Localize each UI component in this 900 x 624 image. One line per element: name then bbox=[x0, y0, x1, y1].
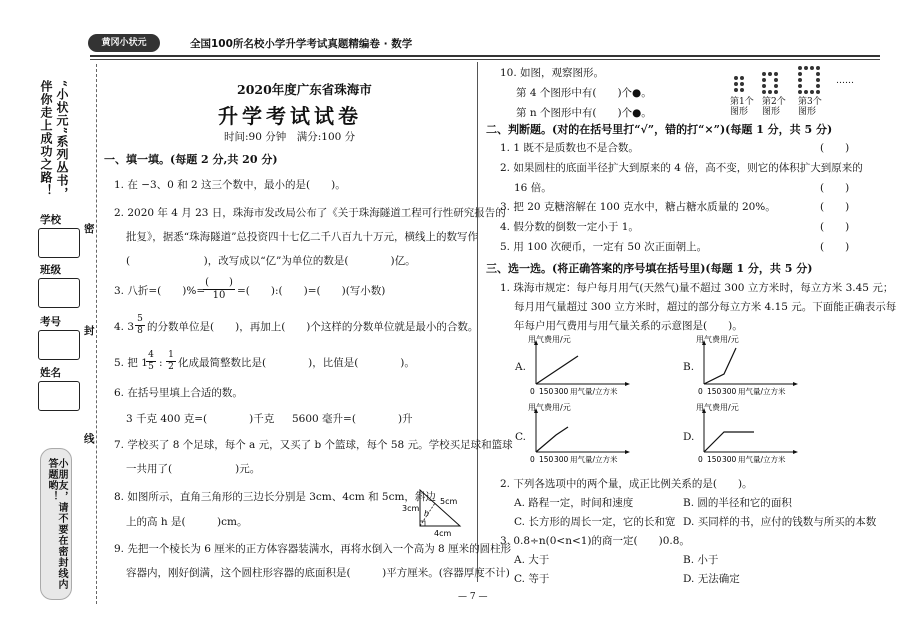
pattern-dot bbox=[762, 90, 766, 94]
q5-colon: : bbox=[159, 357, 163, 369]
q5-text-2: 化成最简整数比是( )，比值是( )。 bbox=[178, 357, 415, 369]
q2-text: 2. 2020 年 4 月 23 日，珠海市发改局公布了《关于珠海隧道工程可行性研究报告的 bbox=[114, 207, 506, 219]
pattern-dot bbox=[740, 88, 744, 92]
exam-title: 升学考试试卷 bbox=[218, 104, 362, 128]
graph-d-xlabel: 用气量/立方米 bbox=[738, 455, 786, 464]
fraction-denominator: 8 bbox=[135, 325, 145, 337]
graph-c-option: C. bbox=[515, 431, 526, 443]
pattern-dot bbox=[734, 76, 738, 80]
triangle-label-leg-b: 4cm bbox=[434, 529, 452, 538]
pattern-dot bbox=[804, 66, 808, 70]
s3-q1-line1: 1. 珠海市规定：每户每月用气(天然气)量不超过 300 立方米时，每立方米 3.45 元； bbox=[500, 282, 894, 294]
s2-q2: 2. 如果圆柱的底面半径扩大到原来的 4 倍，高不变，则它的体积扩大到原来的 bbox=[500, 162, 863, 174]
fraction-numerator: 5 bbox=[137, 314, 143, 324]
s3-q2-option-b: B. 圆的半径和它的面积 bbox=[683, 497, 792, 509]
graph-b-tick-0: 0 bbox=[698, 387, 703, 396]
graph-c bbox=[506, 402, 656, 468]
s2-q1: 1. 1 既不是质数也不是合数。 bbox=[500, 142, 639, 154]
s3-q3-option-b: B. 小于 bbox=[683, 554, 719, 566]
s2-q4: 4. 假分数的倒数一定小于 1。 bbox=[500, 221, 639, 233]
pattern-figure-3 bbox=[798, 66, 824, 96]
section3-heading: 三、选一选。(将正确答案的序号填在括号里)(每题 1 分，共 5 分) bbox=[486, 262, 813, 275]
s2-q2-paren: ( ) bbox=[820, 182, 850, 194]
graph-b-tick-300: 300 bbox=[722, 387, 737, 396]
page-number: — 7 — bbox=[458, 592, 488, 602]
q4-fraction bbox=[135, 314, 145, 337]
q10-line-2: 第 n 个图形中有( )个●。 bbox=[516, 107, 652, 119]
graph-d-ylabel: 用气费用/元 bbox=[696, 403, 739, 412]
s2-q5-paren: ( ) bbox=[820, 241, 850, 253]
pattern-label-3: 第3个图形 bbox=[798, 97, 822, 117]
s2-q3: 3. 把 20 克糖溶解在 100 克水中，糖占糖水质量的 20%。 bbox=[500, 201, 776, 213]
graph-d bbox=[674, 402, 824, 468]
s2-q3-paren: ( ) bbox=[820, 201, 850, 213]
q6-item-b: 5600 毫升=( )升 bbox=[292, 413, 413, 425]
section2-heading: 二、判断题。(对的在括号里打“√”，错的打“×”)(每题 1 分，共 5 分) bbox=[486, 123, 833, 136]
graph-d-option: D. bbox=[683, 431, 695, 443]
pattern-dot bbox=[774, 90, 778, 94]
pattern-dot bbox=[762, 78, 766, 82]
s3-q1-line2: 每月用气量超过 300 立方米时，超过的部分每立方米 4.15 元。下面能正确表示每 bbox=[514, 301, 897, 313]
q3-text-2: =( ):( )=( )(写小数) bbox=[237, 285, 386, 297]
graph-a bbox=[506, 334, 656, 400]
graph-a-tick-0: 0 bbox=[530, 387, 535, 396]
s3-q2-option-c: C. 长方形的周长一定，它的长和宽 bbox=[514, 516, 676, 528]
pattern-figure-1 bbox=[734, 76, 748, 94]
pattern-dot bbox=[816, 78, 820, 82]
graph-b-tick-150: 150 bbox=[707, 387, 722, 396]
s3-q3-option-c: C. 等于 bbox=[514, 573, 550, 585]
graph-a-xlabel: 用气量/立方米 bbox=[570, 387, 618, 396]
graph-b-xlabel: 用气量/立方米 bbox=[738, 387, 786, 396]
q5-fraction-b bbox=[166, 350, 176, 373]
pattern-dot bbox=[798, 66, 802, 70]
graph-a-option: A. bbox=[515, 361, 526, 373]
section1-heading: 一、填一填。(每题 2 分,共 20 分) bbox=[104, 153, 278, 166]
region-title: 2020年度广东省珠海市 bbox=[237, 82, 372, 97]
pattern-dot bbox=[798, 72, 802, 76]
graph-d-tick-150: 150 bbox=[707, 455, 722, 464]
triangle-figure bbox=[400, 486, 468, 538]
fraction-numerator: ( ) bbox=[205, 277, 233, 288]
pattern-dot bbox=[810, 66, 814, 70]
pattern-dot bbox=[768, 72, 772, 76]
school-field[interactable] bbox=[38, 228, 80, 258]
pattern-dot bbox=[762, 72, 766, 76]
q8-text: 8. 如图所示，直角三角形的三边长分别是 3cm、4cm 和 5cm，斜边 bbox=[114, 491, 436, 503]
pattern-dot bbox=[798, 90, 802, 94]
q9-text: 9. 先把一个棱长为 6 厘米的正方体容器装满水，再将水倒入一个高为 8 厘米的圆柱形 bbox=[114, 543, 512, 555]
pattern-dot bbox=[798, 84, 802, 88]
s3-q3-option-a: A. 大于 bbox=[514, 554, 550, 566]
graph-c-tick-150: 150 bbox=[539, 455, 554, 464]
q8-text-2: 上的高 h 是( )cm。 bbox=[126, 516, 248, 528]
s2-q4-paren: ( ) bbox=[820, 221, 850, 233]
s3-q3: 3. 0.8÷n(0<n<1)的商一定( )0.8。 bbox=[500, 535, 690, 547]
q6-text: 6. 在括号里填上合适的数。 bbox=[114, 387, 243, 399]
field-label-name: 姓名 bbox=[40, 367, 61, 379]
q5-fraction-a bbox=[146, 350, 156, 373]
graph-d-tick-300: 300 bbox=[722, 455, 737, 464]
seal-char-mi: 密 bbox=[84, 223, 95, 235]
header-rule bbox=[90, 55, 880, 57]
fraction-numerator: 1 bbox=[168, 350, 174, 360]
q2-text-2: 批复》，据悉“珠海隧道”总投资四十七亿二千八百九十万元，横线上的数写作 bbox=[126, 231, 478, 243]
pattern-figure-2 bbox=[762, 72, 784, 96]
field-label-class: 班级 bbox=[40, 264, 61, 276]
pattern-dot bbox=[740, 82, 744, 86]
q7-text: 7. 学校买了 8 个足球，每个 a 元，又买了 b 个篮球，每个 58 元。学校买足球和篮球 bbox=[114, 439, 513, 451]
pattern-dot bbox=[762, 84, 766, 88]
s2-q5: 5. 用 100 次硬币，一定有 50 次正面朝上。 bbox=[500, 241, 708, 253]
q4-text-2: 的分数单位是( )，再加上( )个这样的分数单位就是最小的合数。 bbox=[147, 321, 479, 333]
pattern-dot bbox=[768, 90, 772, 94]
s3-q3-option-d: D. 无法确定 bbox=[683, 573, 740, 585]
s3-q2-option-d: D. 买同样的书，应付的钱数与所买的本数 bbox=[683, 516, 877, 528]
q3-fraction bbox=[203, 277, 235, 302]
q7-text-2: 一共用了( )元。 bbox=[126, 463, 261, 475]
graph-c-ylabel: 用气费用/元 bbox=[528, 403, 571, 412]
q6-item-a: 3 千克 400 克=( )千克 bbox=[126, 413, 275, 425]
fraction-denominator: 5 bbox=[146, 361, 156, 373]
pattern-dot bbox=[816, 72, 820, 76]
header-rule-thin bbox=[90, 59, 880, 60]
exam-info: 时间:90 分钟 满分:100 分 bbox=[224, 131, 356, 143]
pattern-label-2: 第2个图形 bbox=[762, 97, 786, 117]
graph-c-tick-0: 0 bbox=[530, 455, 535, 464]
s3-q2: 2. 下列各选项中的两个量，成正比例关系的是( )。 bbox=[500, 478, 753, 490]
pattern-dot bbox=[810, 90, 814, 94]
graph-b bbox=[674, 334, 824, 400]
s2-q2-cont: 16 倍。 bbox=[514, 182, 552, 194]
q10-line-1: 第 4 个图形中有( )个●。 bbox=[516, 87, 652, 99]
graph-a-ylabel: 用气费用/元 bbox=[528, 335, 571, 344]
s3-q2-option-a: A. 路程一定，时间和速度 bbox=[514, 497, 634, 509]
seal-line bbox=[96, 64, 97, 604]
graph-c-tick-300: 300 bbox=[554, 455, 569, 464]
field-label-exam-id: 考号 bbox=[40, 316, 61, 328]
q5-text: 5. 把 1 bbox=[114, 357, 148, 369]
pattern-dot bbox=[740, 76, 744, 80]
pattern-dot bbox=[734, 88, 738, 92]
sidebar-slogan: “小状元”系列丛书，伴你走上成功之路！ bbox=[39, 80, 69, 200]
pattern-dot bbox=[734, 82, 738, 86]
pattern-dot bbox=[816, 90, 820, 94]
triangle-label-hypotenuse: 5cm bbox=[440, 497, 458, 506]
pattern-dot bbox=[798, 78, 802, 82]
name-field[interactable] bbox=[38, 381, 80, 411]
triangle-label-leg-a: 3cm bbox=[402, 504, 420, 513]
q1-text: 1. 在 −3、0 和 2 这三个数中，最小的是( )。 bbox=[114, 179, 346, 191]
pattern-ellipsis: …… bbox=[836, 76, 854, 86]
pattern-dot bbox=[774, 78, 778, 82]
pattern-dot bbox=[774, 84, 778, 88]
exam-id-field[interactable] bbox=[38, 330, 80, 360]
q4-text: 4. 3 bbox=[114, 321, 135, 333]
pattern-label-1: 第1个图形 bbox=[730, 97, 754, 117]
graph-b-option: B. bbox=[683, 361, 695, 373]
notice-text: 小朋友，请不要在密封线内答题哟！ bbox=[46, 458, 67, 590]
header-series-title: 全国100所名校小学升学考试真题精编卷 · 数学 bbox=[190, 38, 413, 50]
graph-a-tick-300: 300 bbox=[554, 387, 569, 396]
class-field[interactable] bbox=[38, 278, 80, 308]
pattern-dot bbox=[774, 72, 778, 76]
fraction-numerator: 4 bbox=[148, 350, 154, 360]
graph-d-tick-0: 0 bbox=[698, 455, 703, 464]
fraction-denominator: 10 bbox=[203, 289, 235, 302]
triangle-label-height: h bbox=[424, 509, 430, 518]
q3-text: 3. 八折=( )%= bbox=[114, 285, 206, 297]
s2-q1-paren: ( ) bbox=[820, 142, 850, 154]
q10-text: 10. 如图，观察图形。 bbox=[500, 67, 605, 79]
brand-logo: 黄冈小状元 bbox=[88, 34, 160, 52]
fraction-denominator: 2 bbox=[166, 361, 176, 373]
pattern-dot bbox=[816, 66, 820, 70]
pattern-dot bbox=[816, 84, 820, 88]
q9-text-2: 容器内，刚好倒满，这个圆柱形容器的底面积是( )平方厘米。(容器厚度不计) bbox=[126, 567, 510, 579]
graph-c-xlabel: 用气量/立方米 bbox=[570, 455, 618, 464]
seal-char-xian: 线 bbox=[84, 433, 95, 445]
q2-text-3: ( )，改写成以“亿”为单位的数是( )亿。 bbox=[126, 255, 416, 267]
field-label-school: 学校 bbox=[40, 214, 61, 226]
pattern-dot bbox=[804, 90, 808, 94]
s3-q1-line3: 年每户用气费用与用气量关系的示意图是( )。 bbox=[514, 320, 743, 332]
graph-b-ylabel: 用气费用/元 bbox=[696, 335, 739, 344]
seal-char-feng: 封 bbox=[84, 325, 95, 337]
graph-a-tick-150: 150 bbox=[539, 387, 554, 396]
